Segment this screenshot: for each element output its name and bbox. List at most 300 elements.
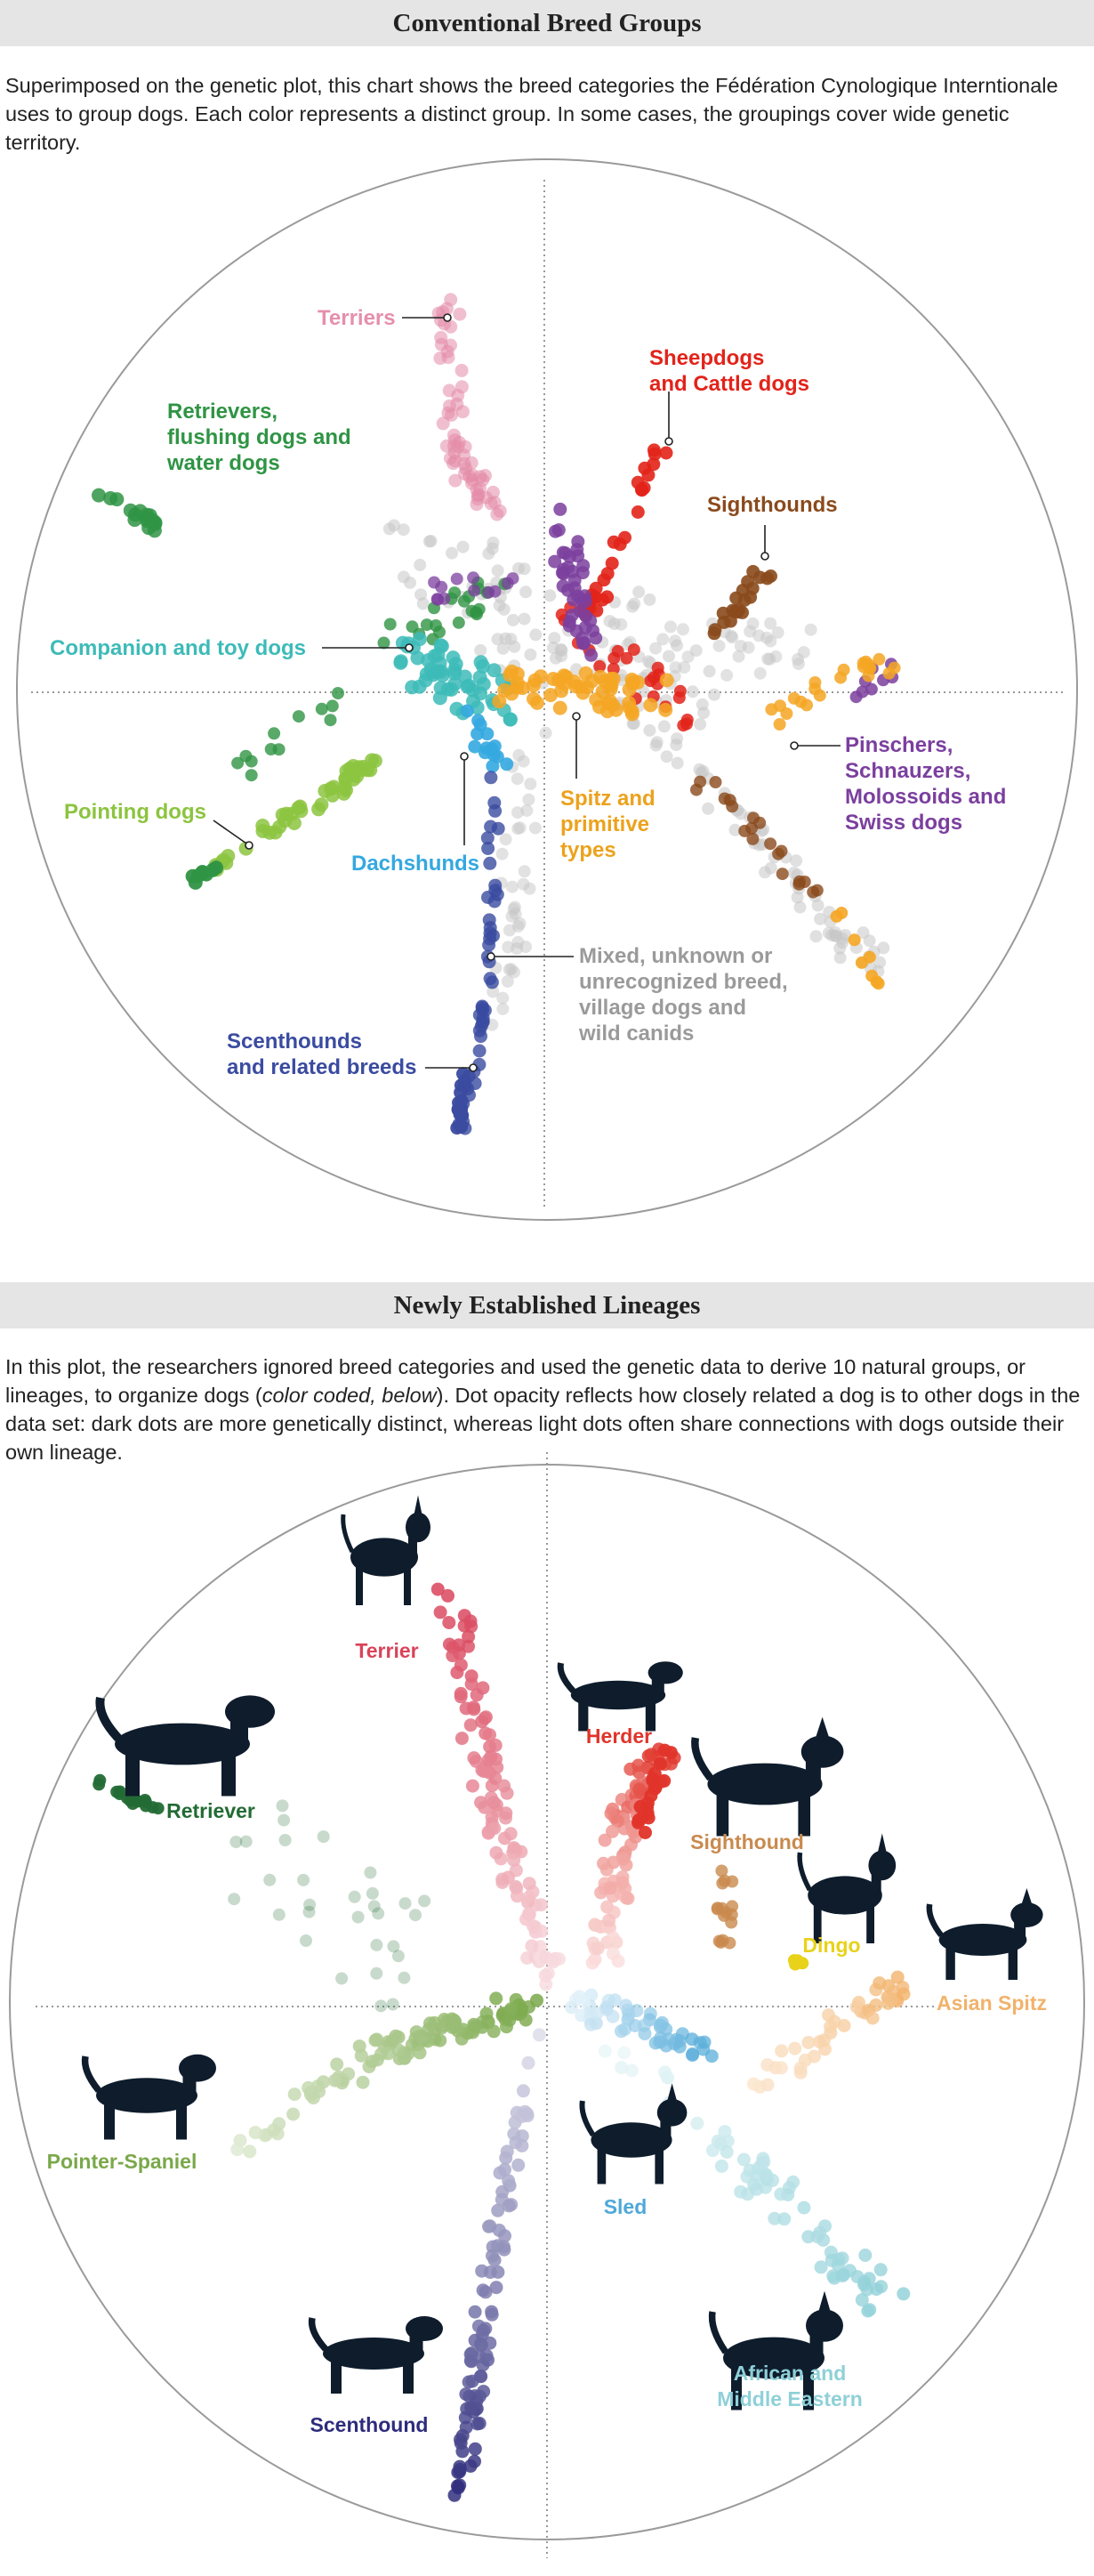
data-point <box>571 535 584 548</box>
data-point <box>480 2349 494 2362</box>
data-point <box>370 1939 382 1951</box>
data-point <box>418 1894 430 1907</box>
data-point <box>834 951 847 964</box>
data-point <box>677 623 689 635</box>
data-point <box>669 634 681 647</box>
label-herder: Herder <box>585 1724 653 1748</box>
data-point <box>451 573 463 585</box>
data-point <box>744 626 756 638</box>
data-point <box>471 727 484 740</box>
data-point <box>794 901 807 914</box>
data-point <box>486 975 499 989</box>
data-point <box>627 674 641 689</box>
data-point <box>498 603 511 616</box>
data-point <box>279 1834 292 1846</box>
data-point <box>507 1841 520 1854</box>
sighthounds-leader-dot <box>761 553 768 560</box>
pinschers-leader-dot <box>791 742 798 749</box>
data-point <box>466 1780 479 1793</box>
data-point <box>433 626 446 638</box>
data-point <box>705 2049 719 2063</box>
data-point <box>489 1846 503 1860</box>
data-point <box>522 794 535 806</box>
label-scenthound: Scenthound <box>310 2413 429 2436</box>
data-point <box>398 570 410 583</box>
data-point <box>487 537 500 549</box>
data-point <box>456 405 470 418</box>
data-point <box>522 2056 535 2070</box>
data-point <box>486 1811 499 1824</box>
data-point <box>856 2293 869 2306</box>
data-point <box>617 2047 631 2060</box>
data-point <box>229 1836 242 1848</box>
data-point <box>433 690 447 705</box>
data-point <box>506 881 519 893</box>
data-point <box>110 1786 123 1798</box>
data-point <box>332 687 344 699</box>
data-point <box>442 351 455 364</box>
data-point <box>568 679 583 693</box>
companion-leader-dot <box>406 644 413 651</box>
data-point <box>239 750 252 763</box>
data-point <box>883 667 896 680</box>
data-point <box>496 848 509 860</box>
data-point <box>864 951 876 964</box>
data-point <box>369 2034 382 2047</box>
data-point <box>708 689 720 701</box>
data-point <box>747 2078 760 2091</box>
data-point <box>311 802 326 816</box>
label-retrievers: Retrievers, flushing dogs and water dogs <box>167 400 351 475</box>
data-point <box>715 1865 728 1877</box>
data-point <box>635 483 648 497</box>
section2-title: Newly Established Lineages <box>0 1282 1094 1328</box>
pointer-spaniel-arm-points <box>230 1991 543 2158</box>
sheepdogs-arm-points <box>576 443 672 618</box>
data-point <box>723 1937 736 1950</box>
data-point <box>615 2061 628 2074</box>
data-point <box>643 594 656 606</box>
data-point <box>836 2269 849 2282</box>
data-point <box>483 2337 496 2350</box>
data-point <box>477 2385 490 2398</box>
data-point <box>717 607 730 620</box>
data-point <box>754 667 767 680</box>
data-point <box>414 588 427 601</box>
terriers-leader-dot <box>444 314 451 321</box>
data-point <box>467 1751 480 1764</box>
data-point <box>461 705 474 718</box>
data-point <box>857 657 870 669</box>
sled-arm-points <box>565 1989 719 2063</box>
data-point <box>511 676 525 690</box>
label-pointing: Pointing dogs <box>64 800 206 824</box>
data-point <box>491 750 504 763</box>
data-point <box>557 677 571 691</box>
data-point <box>497 683 511 698</box>
retriever-cloud-points <box>228 1799 430 2012</box>
data-point <box>814 913 826 925</box>
data-point <box>503 2199 516 2212</box>
data-point <box>577 1995 591 2008</box>
data-point <box>452 1102 465 1116</box>
data-point <box>398 1972 410 1984</box>
data-point <box>661 750 673 763</box>
data-point <box>522 1891 535 1904</box>
data-point <box>483 857 496 870</box>
data-point <box>663 650 675 663</box>
data-point <box>410 2025 423 2039</box>
retrievers-sw-points <box>231 687 344 781</box>
data-point <box>434 638 448 652</box>
data-point <box>607 536 621 549</box>
data-point <box>576 559 590 572</box>
data-point <box>511 822 524 835</box>
data-point <box>897 1988 911 2001</box>
data-point <box>505 963 518 975</box>
data-point <box>453 617 465 629</box>
data-point <box>810 930 823 942</box>
data-point <box>761 2079 775 2092</box>
data-point <box>479 746 492 759</box>
data-point <box>596 594 609 607</box>
data-point <box>446 547 458 560</box>
data-point <box>529 628 542 641</box>
data-point <box>764 618 776 630</box>
data-point <box>454 1690 468 1703</box>
data-point <box>543 688 558 702</box>
data-point <box>800 699 813 711</box>
data-point <box>245 769 258 781</box>
data-point <box>278 1814 290 1827</box>
data-point <box>453 308 466 321</box>
data-point <box>482 547 495 560</box>
data-point <box>492 564 504 577</box>
data-point <box>607 1947 620 1960</box>
data-point <box>355 2049 368 2063</box>
section2-intro-text-end: ). Dot opacity reflects how closely related a dog is to other dogs in the data set: dark dots are more genetically distinct, whereas light dots often share connections with dogs outside their own lineage. <box>5 1384 1081 1464</box>
data-point <box>694 718 706 731</box>
data-point <box>865 970 878 982</box>
data-point <box>597 1857 610 1870</box>
data-point <box>468 585 480 597</box>
retrievers-arm-points <box>92 489 163 538</box>
data-point <box>451 2479 464 2492</box>
data-point <box>811 884 824 897</box>
data-point <box>563 619 576 633</box>
data-point <box>335 1973 348 1985</box>
data-point <box>755 2157 768 2170</box>
data-point <box>293 710 305 723</box>
data-point <box>657 1774 671 1788</box>
data-point <box>632 1783 646 1797</box>
data-point <box>476 1001 489 1014</box>
data-point <box>586 1956 599 1969</box>
data-point <box>658 1744 672 1757</box>
data-point <box>626 601 639 613</box>
data-point <box>504 2002 518 2015</box>
data-point <box>897 2287 910 2300</box>
data-point <box>428 577 440 589</box>
data-point <box>733 650 745 663</box>
data-point <box>486 2249 499 2263</box>
data-point <box>825 2254 839 2267</box>
data-point <box>553 503 567 516</box>
data-point <box>672 757 684 770</box>
data-point <box>696 699 709 711</box>
data-point <box>869 1999 882 2012</box>
data-point <box>615 2024 628 2038</box>
data-point <box>687 685 699 698</box>
dingo-silhouette-icon <box>800 1833 896 1943</box>
data-point <box>316 703 328 715</box>
data-point <box>524 778 536 790</box>
data-point <box>589 1918 602 1932</box>
data-point <box>674 685 687 698</box>
data-point <box>409 1909 422 1921</box>
data-point <box>539 1969 552 1982</box>
data-point <box>601 567 615 580</box>
data-point <box>124 504 138 518</box>
data-point <box>710 776 722 788</box>
scenthound-arm-points <box>448 2028 546 2501</box>
data-point <box>765 703 777 715</box>
data-point <box>468 2455 481 2468</box>
data-point <box>774 718 786 731</box>
data-point <box>849 933 861 946</box>
data-point <box>455 1732 469 1745</box>
data-point <box>763 653 776 666</box>
data-point <box>357 2076 370 2089</box>
data-point <box>775 2061 788 2074</box>
data-point <box>511 2159 525 2172</box>
data-point <box>507 1853 520 1867</box>
data-point <box>444 339 457 352</box>
data-point <box>664 620 677 633</box>
data-point <box>715 2160 728 2173</box>
data-point <box>272 2117 286 2130</box>
data-point <box>589 692 603 707</box>
data-point <box>447 666 462 681</box>
data-point <box>708 626 721 640</box>
label-retriever: Retriever <box>166 1799 255 1822</box>
asian-spitz-arm-points <box>747 1971 911 2094</box>
data-point <box>489 585 502 598</box>
data-point <box>534 669 548 683</box>
data-point <box>519 865 531 877</box>
data-point <box>586 624 599 637</box>
data-point <box>647 457 660 471</box>
data-point <box>760 632 773 644</box>
data-point <box>776 868 789 880</box>
data-point <box>470 606 482 618</box>
data-point <box>446 2016 459 2030</box>
data-point <box>805 624 817 636</box>
data-point <box>455 364 469 377</box>
data-point <box>338 771 352 786</box>
data-point <box>263 1874 276 1886</box>
data-point <box>392 1950 405 1962</box>
label-scenthounds: Scenthounds and related breeds <box>227 1030 417 1079</box>
data-point <box>364 1867 376 1879</box>
data-point <box>293 800 307 814</box>
data-point <box>512 749 525 762</box>
data-point <box>303 1906 316 1918</box>
data-point <box>857 2278 871 2291</box>
data-point <box>477 677 491 691</box>
data-point <box>499 1806 512 1820</box>
data-point <box>678 661 690 674</box>
data-point <box>602 1914 615 1927</box>
data-point <box>746 582 760 595</box>
data-point <box>405 680 419 694</box>
data-point <box>615 618 627 631</box>
data-point <box>467 571 479 584</box>
data-point <box>473 1045 487 1058</box>
data-point <box>318 784 332 798</box>
dog-silhouettes <box>85 1495 1043 2410</box>
data-point <box>775 2044 788 2057</box>
data-point <box>747 812 760 824</box>
data-point <box>649 642 662 655</box>
data-point <box>476 1016 489 1030</box>
data-point <box>477 2283 490 2297</box>
data-point <box>492 822 505 836</box>
data-point <box>658 703 672 717</box>
data-point <box>704 665 716 677</box>
data-point <box>543 589 556 602</box>
data-point <box>196 866 210 880</box>
data-point <box>612 645 624 658</box>
data-point <box>631 505 645 519</box>
data-point <box>777 2212 791 2225</box>
data-point <box>488 496 502 509</box>
data-point <box>508 641 520 653</box>
data-point <box>623 700 637 715</box>
label-dingo: Dingo <box>802 1934 861 1957</box>
data-point <box>608 1993 622 2007</box>
data-point <box>738 825 751 837</box>
data-point <box>243 2144 256 2158</box>
data-point <box>811 2230 825 2243</box>
data-point <box>462 1630 475 1643</box>
scenthound-silhouette-icon <box>312 2316 443 2394</box>
data-point <box>444 293 457 306</box>
data-point <box>858 2249 872 2262</box>
data-point <box>540 727 552 739</box>
data-point <box>494 2167 507 2180</box>
data-point <box>471 1688 484 1701</box>
data-point <box>576 637 590 650</box>
data-point <box>680 718 693 731</box>
data-point <box>434 1605 447 1619</box>
data-point <box>507 572 519 585</box>
label-pointer-spaniel: Pointer-Spaniel <box>46 2150 197 2173</box>
data-point <box>643 724 656 737</box>
data-point <box>644 1789 657 1803</box>
terrier-arm-points <box>431 1583 566 1991</box>
pointing-tail-points <box>186 860 223 890</box>
data-point <box>454 1120 468 1134</box>
data-point <box>458 457 471 471</box>
data-point <box>808 676 821 689</box>
data-point <box>510 2136 523 2149</box>
data-point <box>273 1909 286 1921</box>
data-point <box>660 673 674 687</box>
label-terrier: Terrier <box>355 1639 419 1662</box>
data-point <box>370 1967 382 1980</box>
data-point <box>454 2436 468 2450</box>
data-point <box>720 669 733 682</box>
data-point <box>507 614 519 626</box>
data-point <box>304 2086 318 2099</box>
data-point <box>508 903 520 916</box>
data-point <box>616 1876 630 1889</box>
data-point <box>496 1003 509 1015</box>
data-point <box>873 653 885 666</box>
sighthounds-se-points <box>690 776 824 899</box>
data-point <box>363 763 377 777</box>
pointer-spaniel-silhouette-icon <box>85 2055 216 2140</box>
data-point <box>726 800 738 812</box>
data-point <box>486 2308 499 2322</box>
sighthound-silhouette-icon <box>695 1717 843 1837</box>
data-point <box>480 2007 494 2021</box>
data-point <box>278 813 292 828</box>
data-point <box>453 2460 466 2474</box>
data-point <box>466 2375 479 2388</box>
data-point <box>297 1874 310 1886</box>
section2-intro-emphasis: color coded, below <box>261 1384 437 1407</box>
data-point <box>398 523 410 536</box>
breed-groups-scatter-plot <box>0 151 1094 1246</box>
data-point <box>325 714 337 726</box>
data-point <box>617 1853 631 1866</box>
data-point <box>607 672 621 686</box>
data-point <box>524 649 536 661</box>
data-point <box>488 895 502 908</box>
section1-title: Conventional Breed Groups <box>0 0 1094 46</box>
data-point <box>857 686 869 699</box>
data-point <box>631 1759 645 1773</box>
data-point <box>824 2020 837 2033</box>
data-point <box>561 584 575 597</box>
lineages-scatter-plot <box>0 1433 1094 2576</box>
data-point <box>469 2443 482 2456</box>
data-point <box>326 699 339 712</box>
label-dachshunds: Dachshunds <box>351 852 480 876</box>
data-point <box>718 2125 731 2138</box>
data-point <box>622 2008 635 2022</box>
data-point <box>522 1907 535 1920</box>
data-point <box>471 492 485 505</box>
data-point <box>489 1739 503 1752</box>
data-point <box>694 776 706 788</box>
data-point <box>788 692 800 705</box>
sheepdogs-leader-dot <box>665 438 672 445</box>
data-point <box>488 804 502 818</box>
data-point <box>643 698 657 712</box>
data-point <box>230 2143 244 2156</box>
data-point <box>374 1999 387 2012</box>
data-point <box>511 936 524 949</box>
data-point <box>372 1907 384 1919</box>
label-sled: Sled <box>603 2195 648 2218</box>
data-point <box>884 1994 897 2007</box>
data-point <box>511 772 524 785</box>
data-point <box>658 720 671 732</box>
data-point <box>487 1796 501 1809</box>
